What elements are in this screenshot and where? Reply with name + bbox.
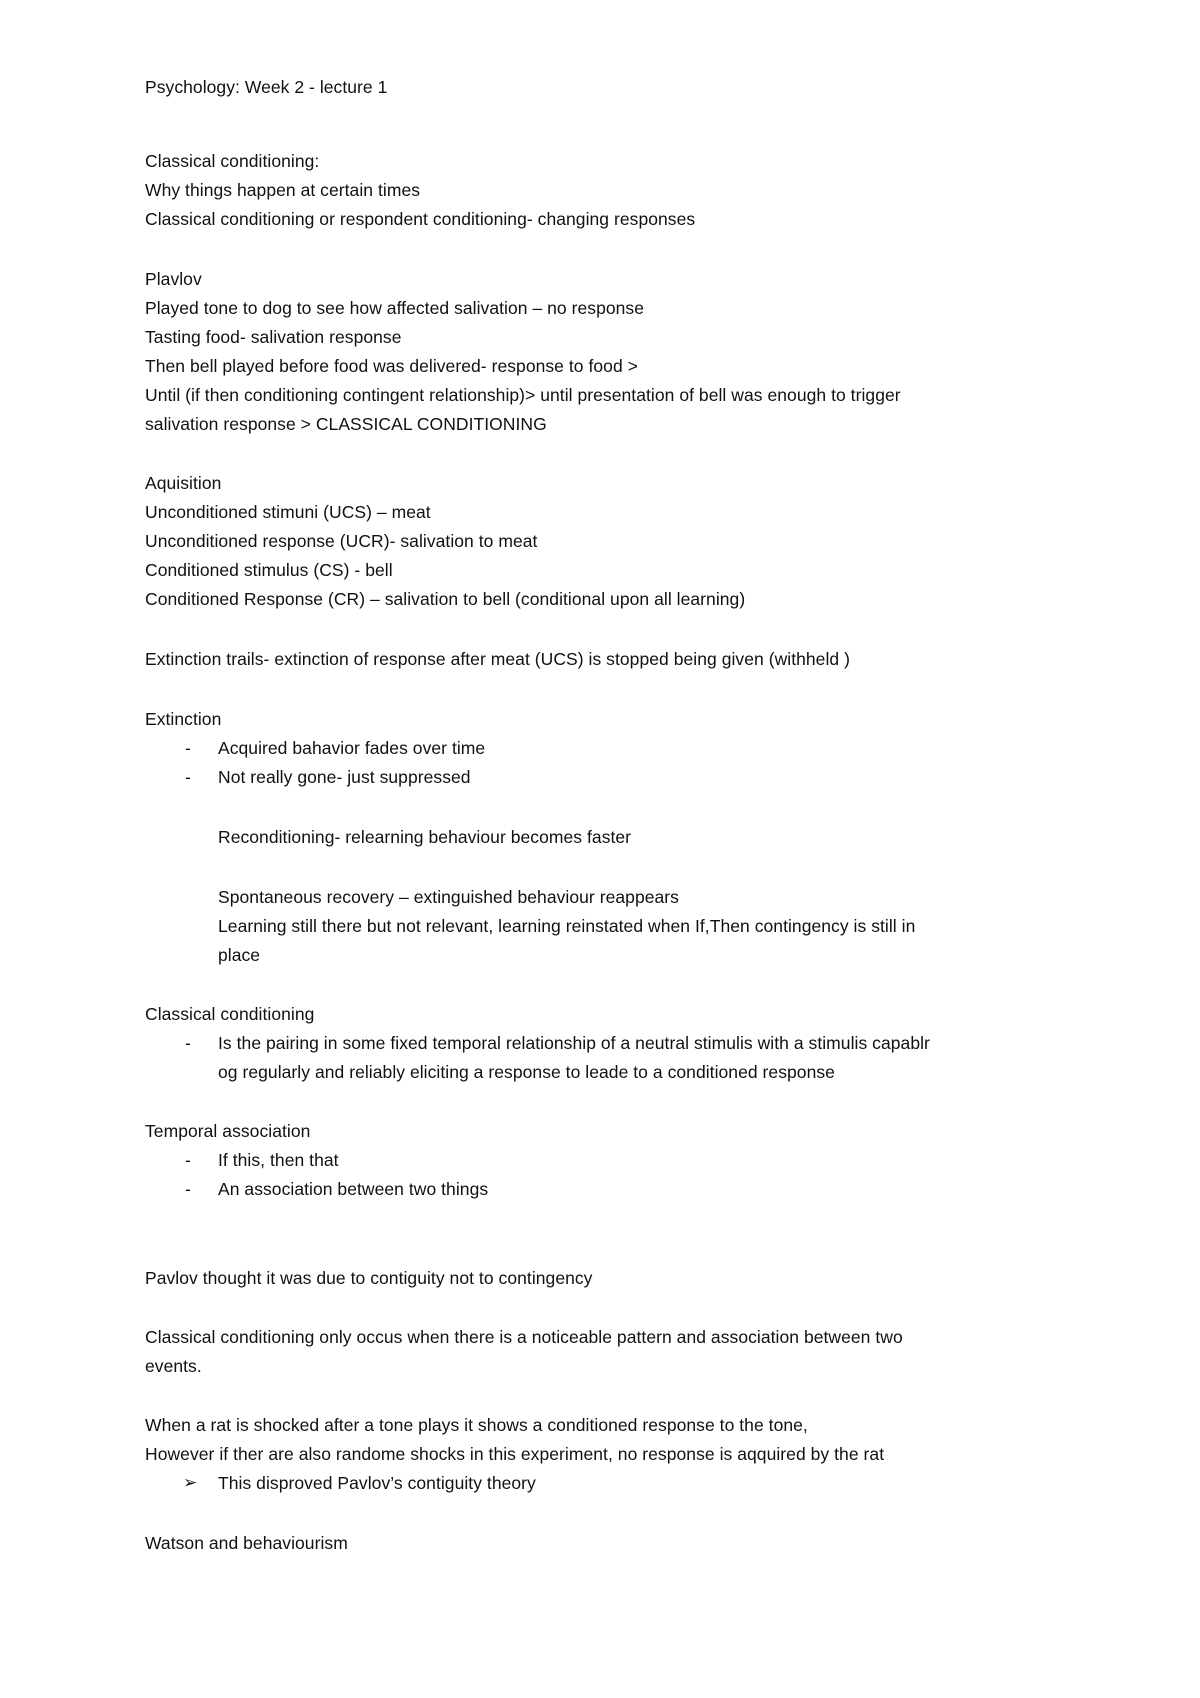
arrow-bullet-text: This disproved Pavlov’s contiguity theory bbox=[218, 1473, 536, 1493]
text-line: Played tone to dog to see how affected salivation – no response bbox=[145, 298, 645, 318]
text-line: Classical conditioning only occus when there is a noticeable pattern and association between two bbox=[145, 1327, 903, 1347]
text-line: Learning still there but not relevant, learning reinstated when If,Then contingency is still in bbox=[218, 916, 916, 936]
section-heading-plavlov: Plavlov bbox=[145, 269, 202, 289]
text-line: However if ther are also randome shocks in this experiment, no response is aqquired by the rat bbox=[145, 1444, 885, 1464]
section-heading-aquisition: Aquisition bbox=[145, 473, 222, 493]
bullet-dash: - bbox=[185, 738, 191, 758]
text-line: Classical conditioning or respondent conditioning- changing responses bbox=[145, 209, 696, 229]
section-heading-extinction: Extinction bbox=[145, 709, 222, 729]
bullet-dash: - bbox=[185, 1150, 191, 1170]
text-line: Why things happen at certain times bbox=[145, 180, 421, 200]
text-line: Unconditioned stimuni (UCS) – meat bbox=[145, 502, 431, 522]
section-heading-classical-conditioning: Classical conditioning: bbox=[145, 151, 320, 171]
bullet-text: Acquired bahavior fades over time bbox=[218, 738, 486, 758]
text-line: Conditioned stimulus (CS) - bell bbox=[145, 560, 393, 580]
bullet-text: Not really gone- just suppressed bbox=[218, 767, 471, 787]
text-line: Extinction trails- extinction of response after meat (UCS) is stopped being given (withheld ) bbox=[145, 649, 850, 669]
text-line: Pavlov thought it was due to contiguity not to contingency bbox=[145, 1268, 593, 1288]
bullet-text: If this, then that bbox=[218, 1150, 339, 1170]
text-line: salivation response > CLASSICAL CONDITIONING bbox=[145, 414, 547, 434]
bullet-text: An association between two things bbox=[218, 1179, 489, 1199]
page-title: Psychology: Week 2 - lecture 1 bbox=[145, 77, 388, 97]
text-line: Then bell played before food was delivered- response to food > bbox=[145, 356, 638, 376]
bullet-dash: - bbox=[185, 1179, 191, 1199]
text-line: Until (if then conditioning contingent relationship)> until presentation of bell was enough to trigger bbox=[145, 385, 901, 405]
bullet-text: Is the pairing in some fixed temporal relationship of a neutral stimulis with a stimulis capablr bbox=[218, 1033, 930, 1053]
text-line: When a rat is shocked after a tone plays it shows a conditioned response to the tone, bbox=[145, 1415, 808, 1435]
text-line: Reconditioning- relearning behaviour becomes faster bbox=[218, 827, 632, 847]
section-heading-temporal-association: Temporal association bbox=[145, 1121, 311, 1141]
bullet-text-continued: og regularly and reliably eliciting a response to leade to a conditioned response bbox=[218, 1062, 835, 1082]
text-line: Unconditioned response (UCR)- salivation to meat bbox=[145, 531, 538, 551]
section-heading-classical-conditioning-2: Classical conditioning bbox=[145, 1004, 315, 1024]
text-line: place bbox=[218, 945, 261, 965]
section-heading-watson: Watson and behaviourism bbox=[145, 1533, 348, 1553]
bullet-dash: - bbox=[185, 1033, 191, 1053]
text-line: Spontaneous recovery – extinguished behaviour reappears bbox=[218, 887, 679, 907]
text-line: events. bbox=[145, 1356, 202, 1376]
text-line: Conditioned Response (CR) – salivation to bell (conditional upon all learning) bbox=[145, 589, 746, 609]
text-line: Tasting food- salivation response bbox=[145, 327, 402, 347]
bullet-dash: - bbox=[185, 767, 191, 787]
arrow-bullet-icon: ➢ bbox=[183, 1473, 198, 1492]
